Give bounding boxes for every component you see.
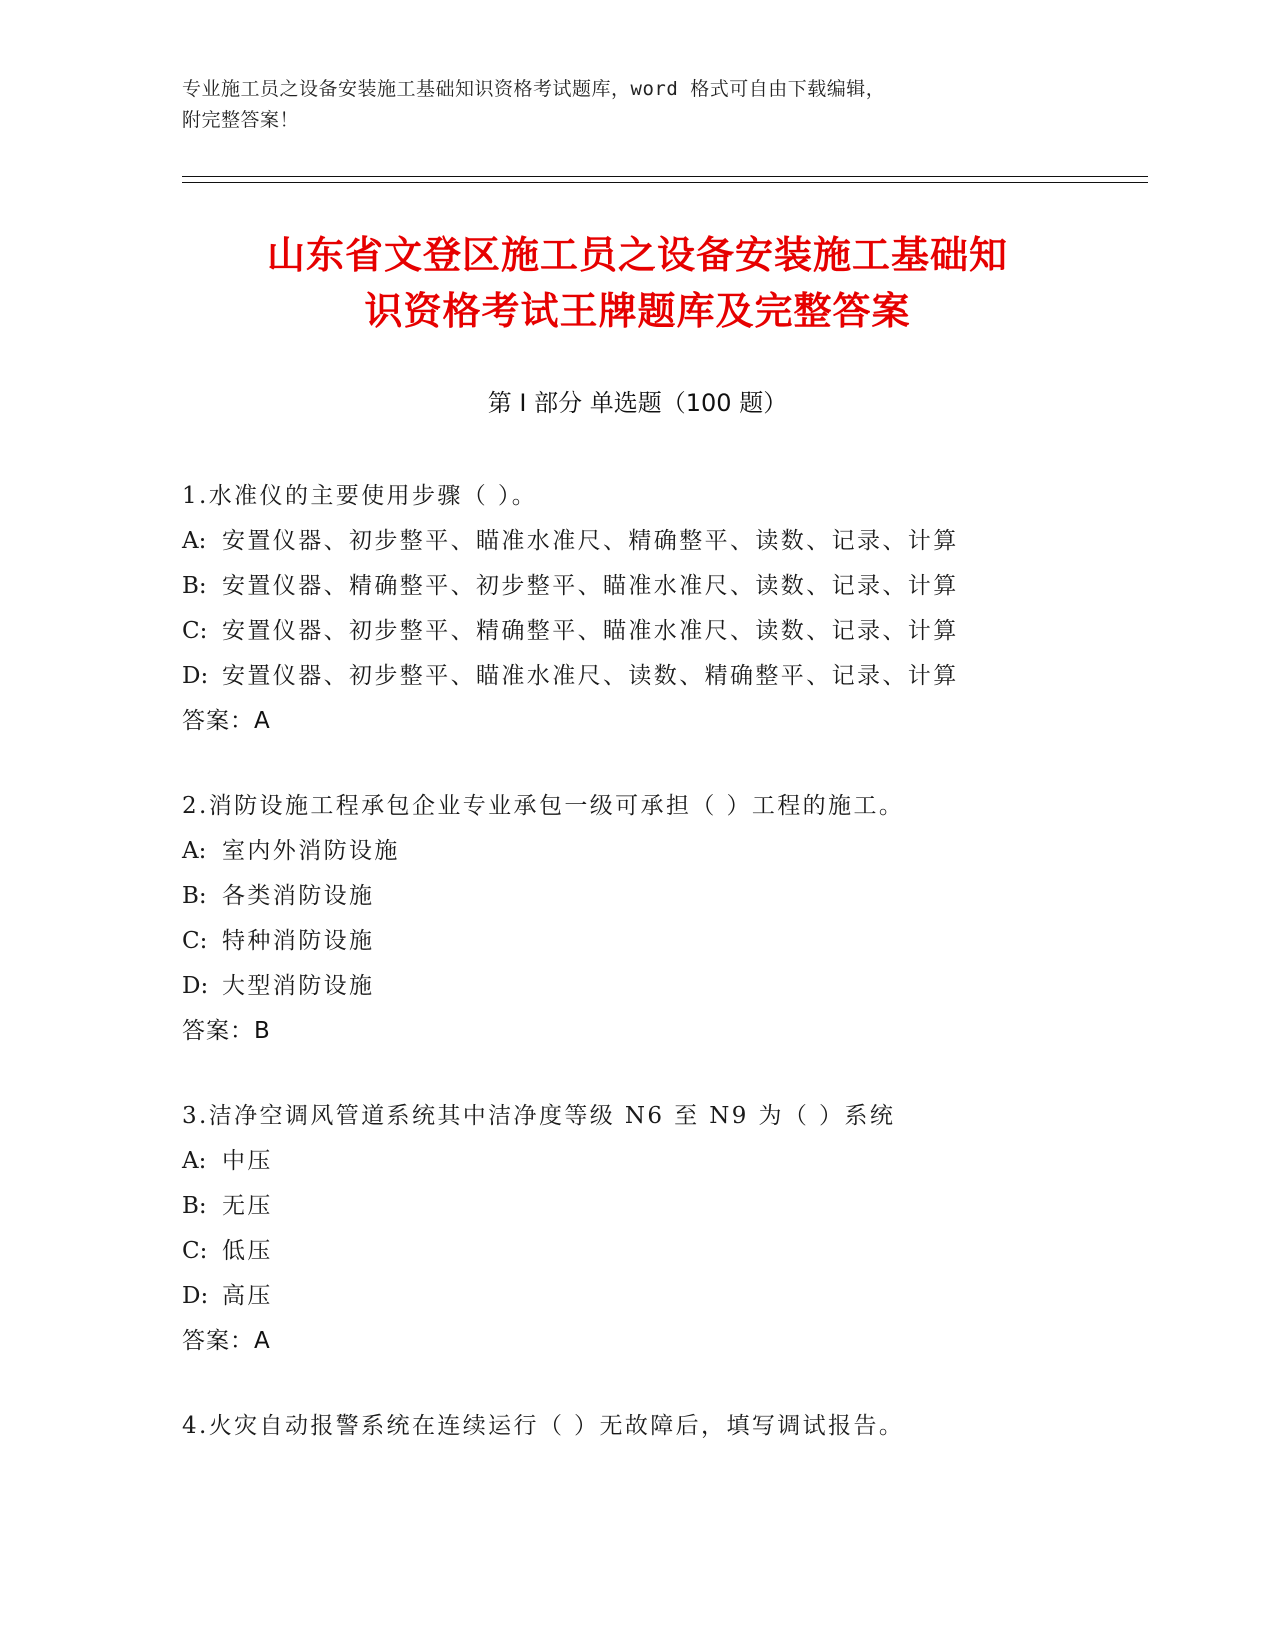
header-note-line-2: 附完整答案！ bbox=[182, 109, 300, 131]
option-a bbox=[182, 1139, 1082, 1184]
option-text: 大型消防设施 bbox=[222, 973, 375, 999]
answer-line: 答案：A bbox=[182, 708, 271, 734]
document-title bbox=[150, 227, 1125, 339]
option-key: A: bbox=[182, 1148, 207, 1174]
option-c bbox=[182, 609, 1082, 654]
question-stem: 1.水准仪的主要使用步骤（ ）。 bbox=[182, 483, 538, 509]
document-title-line-2: 识资格考试王牌题库及完整答案 bbox=[364, 289, 911, 333]
option-c bbox=[182, 1229, 1082, 1274]
option-text: 各类消防设施 bbox=[222, 883, 375, 909]
document-title-line-1: 山东省文登区施工员之设备安装施工基础知 bbox=[266, 233, 1008, 277]
option-d bbox=[182, 964, 1082, 1009]
option-key: B: bbox=[182, 573, 207, 599]
option-text: 安置仪器、初步整平、精确整平、瞄准水准尺、读数、记录、计算 bbox=[222, 618, 959, 644]
option-key: D: bbox=[182, 973, 209, 999]
option-key: A: bbox=[182, 838, 207, 864]
option-key: B: bbox=[182, 1193, 207, 1219]
option-key: A: bbox=[182, 528, 207, 554]
question-stem: 3.洁净空调风管道系统其中洁净度等级 N6 至 N9 为（ ）系统 bbox=[182, 1103, 896, 1129]
option-text: 室内外消防设施 bbox=[222, 838, 400, 864]
option-b bbox=[182, 1184, 1082, 1229]
header-note-line-1: 专业施工员之设备安装施工基础知识资格考试题库，word 格式可自由下载编辑， bbox=[182, 78, 886, 100]
question-4 bbox=[182, 1404, 1082, 1449]
option-key: C: bbox=[182, 928, 208, 954]
option-a bbox=[182, 519, 1082, 564]
question-2 bbox=[182, 784, 1082, 1054]
option-text: 中压 bbox=[222, 1148, 273, 1174]
option-key: C: bbox=[182, 618, 208, 644]
question-3 bbox=[182, 1094, 1082, 1364]
option-key: C: bbox=[182, 1238, 208, 1264]
option-text: 安置仪器、精确整平、初步整平、瞄准水准尺、读数、记录、计算 bbox=[222, 573, 959, 599]
header-divider-top bbox=[182, 176, 1148, 177]
option-a bbox=[182, 829, 1082, 874]
option-key: B: bbox=[182, 883, 207, 909]
option-d bbox=[182, 654, 1082, 699]
option-key: D: bbox=[182, 663, 209, 689]
answer-line: 答案：B bbox=[182, 1018, 271, 1044]
option-b bbox=[182, 564, 1082, 609]
question-list bbox=[182, 474, 1082, 1489]
question-stem: 2.消防设施工程承包企业专业承包一级可承担（ ）工程的施工。 bbox=[182, 793, 905, 819]
answer-line: 答案：A bbox=[182, 1328, 271, 1354]
question-stem: 4.火灾自动报警系统在连续运行（ ）无故障后，填写调试报告。 bbox=[182, 1413, 905, 1439]
option-text: 低压 bbox=[222, 1238, 273, 1264]
option-b bbox=[182, 874, 1082, 919]
section-heading: 第 I 部分 单选题（100 题） bbox=[487, 389, 788, 417]
option-text: 特种消防设施 bbox=[222, 928, 375, 954]
option-c bbox=[182, 919, 1082, 964]
option-key: D: bbox=[182, 1283, 209, 1309]
option-text: 无压 bbox=[222, 1193, 273, 1219]
header-note bbox=[182, 74, 1062, 136]
option-d bbox=[182, 1274, 1082, 1319]
header-divider-bottom bbox=[182, 182, 1148, 183]
option-text: 高压 bbox=[222, 1283, 273, 1309]
option-text: 安置仪器、初步整平、瞄准水准尺、读数、精确整平、记录、计算 bbox=[222, 663, 959, 689]
question-1 bbox=[182, 474, 1082, 744]
option-text: 安置仪器、初步整平、瞄准水准尺、精确整平、读数、记录、计算 bbox=[222, 528, 959, 554]
